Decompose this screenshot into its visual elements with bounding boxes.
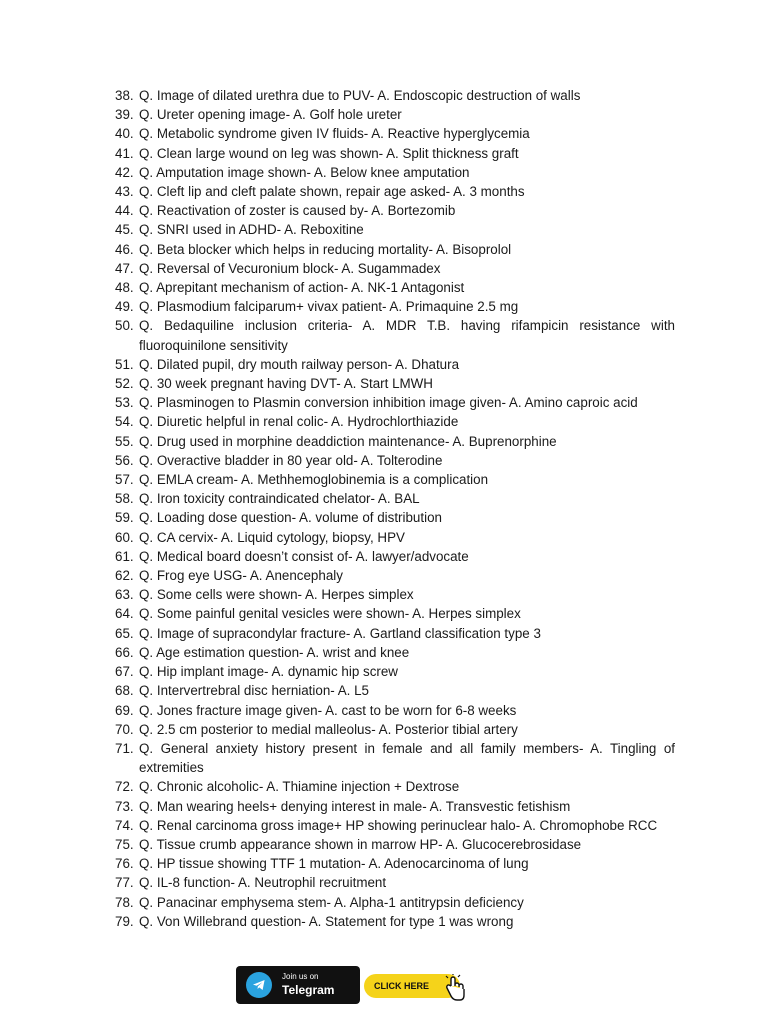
qa-item-number: 56. xyxy=(115,452,134,468)
qa-item-number: 64. xyxy=(115,606,134,622)
qa-item-text: Q. HP tissue showing TTF 1 mutation- A. Adenocarcinoma of lung xyxy=(139,856,529,872)
qa-item-number: 42. xyxy=(115,164,134,180)
qa-item-number: 79. xyxy=(115,913,134,929)
qa-item xyxy=(115,201,675,220)
qa-item xyxy=(115,835,675,854)
qa-item-number: 46. xyxy=(115,241,134,257)
qa-item-text: Q. Drug used in morphine deaddiction maintenance- A. Buprenorphine xyxy=(139,433,557,449)
qa-item xyxy=(115,797,675,816)
qa-item-number: 43. xyxy=(115,184,134,200)
qa-item xyxy=(115,470,675,489)
qa-item-number: 75. xyxy=(115,836,134,852)
qa-item-text: Q. Image of supracondylar fracture- A. Gartland classification type 3 xyxy=(139,625,541,641)
qa-item xyxy=(115,393,675,412)
qa-item xyxy=(115,124,675,143)
qa-item xyxy=(115,912,675,931)
qa-item xyxy=(115,816,675,835)
qa-item xyxy=(115,412,675,431)
qa-item-number: 47. xyxy=(115,260,134,276)
qa-item xyxy=(115,163,675,182)
qa-item-text: Q. Tissue crumb appearance shown in marrow HP- A. Glucocerebrosidase xyxy=(139,836,582,852)
qa-item-number: 53. xyxy=(115,395,134,411)
qa-item-number: 40. xyxy=(115,126,134,142)
qa-item-text: Q. Some cells were shown- A. Herpes simplex xyxy=(139,587,414,603)
qa-item-number: 61. xyxy=(115,548,134,564)
qa-item xyxy=(115,316,675,354)
qa-list xyxy=(115,86,675,931)
qa-item-number: 69. xyxy=(115,702,134,718)
qa-item-number: 62. xyxy=(115,568,134,584)
qa-item xyxy=(115,528,675,547)
qa-item-text: Q. Renal carcinoma gross image+ HP showing perinuclear halo- A. Chromophobe RCC xyxy=(139,817,658,833)
qa-item xyxy=(115,566,675,585)
qa-item-number: 72. xyxy=(115,779,134,795)
qa-item-text: Q. CA cervix- A. Liquid cytology, biopsy, HPV xyxy=(139,529,405,545)
qa-item-number: 41. xyxy=(115,145,134,161)
qa-item-number: 39. xyxy=(115,107,134,123)
qa-item-text: Q. Medical board doesn’t consist of- A. lawyer/advocate xyxy=(139,548,469,564)
qa-item xyxy=(115,604,675,623)
qa-item-text: Q. 2.5 cm posterior to medial malleolus- A. Posterior tibial artery xyxy=(139,721,518,737)
qa-item-number: 44. xyxy=(115,203,134,219)
qa-item-text: Q. SNRI used in ADHD- A. Reboxitine xyxy=(139,222,364,238)
qa-item-number: 67. xyxy=(115,664,134,680)
qa-item xyxy=(115,662,675,681)
qa-item xyxy=(115,489,675,508)
qa-item-text: Q. Plasmodium falciparum+ vivax patient- A. Primaquine 2.5 mg xyxy=(139,299,519,315)
qa-item-text: Q. Hip implant image- A. dynamic hip screw xyxy=(139,664,398,680)
telegram-icon xyxy=(246,972,272,998)
qa-item-text: Q. Man wearing heels+ denying interest in male- A. Transvestic fetishism xyxy=(139,798,571,814)
qa-item xyxy=(115,681,675,700)
qa-item xyxy=(115,701,675,720)
qa-item-number: 45. xyxy=(115,222,134,238)
qa-item xyxy=(115,873,675,892)
qa-item xyxy=(115,585,675,604)
qa-item xyxy=(115,297,675,316)
qa-item-text: Q. IL-8 function- A. Neutrophil recruitment xyxy=(139,875,387,891)
qa-item-number: 50. xyxy=(115,318,134,334)
telegram-banner[interactable] xyxy=(236,964,476,1008)
qa-item-text: Q. Dilated pupil, dry mouth railway person- A. Dhatura xyxy=(139,356,460,372)
qa-item-text: Q. Cleft lip and cleft palate shown, repair age asked- A. 3 months xyxy=(139,184,525,200)
qa-item-text: Q. Iron toxicity contraindicated chelator- A. BAL xyxy=(139,491,420,507)
qa-item-number: 74. xyxy=(115,817,134,833)
qa-item-text: Q. Intervertrebral disc herniation- A. L5 xyxy=(139,683,369,699)
qa-item xyxy=(115,893,675,912)
telegram-button[interactable] xyxy=(236,966,360,1004)
qa-item-number: 78. xyxy=(115,894,134,910)
qa-item xyxy=(115,624,675,643)
qa-item-number: 70. xyxy=(115,721,134,737)
qa-item xyxy=(115,547,675,566)
qa-item-number: 60. xyxy=(115,529,134,545)
qa-item-text: Q. Reversal of Vecuronium block- A. Sugammadex xyxy=(139,260,441,276)
qa-item xyxy=(115,278,675,297)
qa-item-number: 57. xyxy=(115,472,134,488)
qa-item-text: Q. Beta blocker which helps in reducing mortality- A. Bisoprolol xyxy=(139,241,512,257)
qa-item-text: Q. Von Willebrand question- A. Statement for type 1 was wrong xyxy=(139,913,514,929)
qa-item-text: Q. Image of dilated urethra due to PUV- A. Endoscopic destruction of walls xyxy=(139,88,581,103)
qa-item xyxy=(115,432,675,451)
qa-item-number: 48. xyxy=(115,280,134,296)
qa-item-text: Q. Reactivation of zoster is caused by- A. Bortezomib xyxy=(139,203,456,219)
qa-item xyxy=(115,105,675,124)
qa-item-number: 68. xyxy=(115,683,134,699)
qa-item-number: 51. xyxy=(115,356,134,372)
qa-item-number: 63. xyxy=(115,587,134,603)
qa-item-text: Q. Plasminogen to Plasmin conversion inhibition image given- A. Amino caproic acid xyxy=(139,395,638,411)
qa-item xyxy=(115,86,675,105)
qa-item-number: 38. xyxy=(115,88,134,103)
qa-item xyxy=(115,220,675,239)
qa-item-number: 54. xyxy=(115,414,134,430)
qa-item-number: 76. xyxy=(115,856,134,872)
qa-item-text: Q. Ureter opening image- A. Golf hole ureter xyxy=(139,107,402,123)
click-here-label: CLICK HERE xyxy=(374,981,430,991)
qa-item-number: 58. xyxy=(115,491,134,507)
qa-item-text: Q. Amputation image shown- A. Below knee amputation xyxy=(139,164,470,180)
qa-item xyxy=(115,144,675,163)
qa-item-text: Q. Diuretic helpful in renal colic- A. Hydrochlorthiazide xyxy=(139,414,459,430)
qa-item-text: Q. Frog eye USG- A. Anencephaly xyxy=(139,568,343,584)
qa-item-number: 71. xyxy=(115,740,134,756)
qa-item-number: 55. xyxy=(115,433,134,449)
qa-item xyxy=(115,854,675,873)
qa-item xyxy=(115,777,675,796)
qa-item xyxy=(115,259,675,278)
qa-item-number: 65. xyxy=(115,625,134,641)
qa-item-number: 52. xyxy=(115,376,134,392)
qa-item-text: Q. Some painful genital vesicles were shown- A. Herpes simplex xyxy=(139,606,521,622)
qa-item xyxy=(115,451,675,470)
qa-item-number: 73. xyxy=(115,798,134,814)
qa-item xyxy=(115,182,675,201)
qa-item xyxy=(115,739,675,777)
qa-item xyxy=(115,240,675,259)
qa-item xyxy=(115,374,675,393)
qa-item-number: 77. xyxy=(115,875,134,891)
qa-item-text: Q. Loading dose question- A. volume of distribution xyxy=(139,510,442,526)
qa-item-text: Q. Metabolic syndrome given IV fluids- A. Reactive hyperglycemia xyxy=(139,126,530,142)
telegram-small-label: Join us on xyxy=(282,972,319,981)
qa-item-text: Q. Chronic alcoholic- A. Thiamine injection + Dextrose xyxy=(139,779,460,795)
telegram-big-label: Telegram xyxy=(282,983,335,998)
qa-item-text: Q. Bedaquiline inclusion criteria- A. MDR T.B. having rifampicin resistance with fluoroquinilone sensitivity xyxy=(139,318,675,353)
qa-item-text: Q. 30 week pregnant having DVT- A. Start LMWH xyxy=(139,376,433,392)
qa-item-text: Q. Age estimation question- A. wrist and knee xyxy=(139,644,410,660)
qa-item-text: Q. General anxiety history present in female and all family members- A. Tingling of extremities xyxy=(139,740,675,776)
qa-item xyxy=(115,643,675,662)
qa-item-text: Q. Panacinar emphysema stem- A. Alpha-1 antitrypsin deficiency xyxy=(139,894,524,910)
qa-item-number: 59. xyxy=(115,510,134,526)
qa-item-text: Q. Overactive bladder in 80 year old- A. Tolterodine xyxy=(139,452,443,468)
qa-item-number: 49. xyxy=(115,299,134,315)
qa-item-text: Q. Aprepitant mechanism of action- A. NK-1 Antagonist xyxy=(139,280,465,296)
qa-item xyxy=(115,355,675,374)
qa-item-number: 66. xyxy=(115,644,134,660)
qa-item-text: Q. Clean large wound on leg was shown- A. Split thickness graft xyxy=(139,145,519,161)
qa-item-text: Q. EMLA cream- A. Methhemoglobinemia is a complication xyxy=(139,472,489,488)
qa-item xyxy=(115,508,675,527)
qa-item xyxy=(115,720,675,739)
pointer-hand-icon xyxy=(442,974,468,1004)
qa-item-text: Q. Jones fracture image given- A. cast to be worn for 6-8 weeks xyxy=(139,702,517,718)
